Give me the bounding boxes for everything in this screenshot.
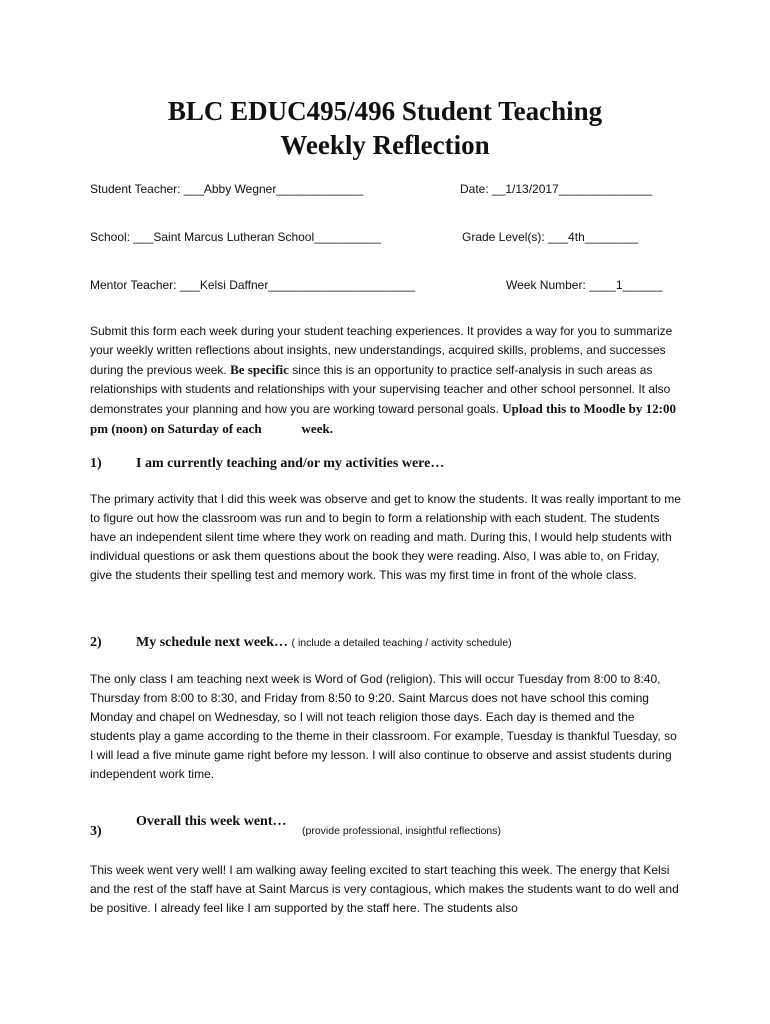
student-teacher-field: Student Teacher: ___Abby Wegner_____________ <box>90 182 364 196</box>
instructions-text-1: Submit this form each week during your student teaching experiences. It provides a way for you to summarize your weekly written reflections about insights, new understandings, acquired skills, problems, and successes during the previous week. <box>90 324 673 377</box>
date-field: Date: __1/13/2017______________ <box>460 182 653 196</box>
question-3-prompt: Overall this week went… <box>136 814 287 829</box>
document-title-line-1: BLC EDUC495/496 Student Teaching <box>167 96 603 126</box>
question-1-number: 1) <box>90 456 102 471</box>
mentor-teacher-field: Mentor Teacher: ___Kelsi Daffner______________________ <box>90 278 416 292</box>
question-1-prompt: I am currently teaching and/or my activities were… <box>136 456 445 471</box>
instructions-upload-deadline-end: week. <box>301 421 333 436</box>
question-3-answer: This week went very well! I am walking away feeling excited to start teaching this week. The energy that Kelsi and the rest of the staff have at Saint Marcus is very contagious, which makes the students want to do well and be positive. I already feel like I am supported by the staff here. The students also <box>90 863 679 915</box>
question-2-answer: The only class I am teaching next week is Word of God (religion). This will occur Tuesday from 8:00 to 8:40, Thursday from 8:00 to 8:30, and Friday from 8:50 to 9:20. Saint Marcus does not have school this coming Monday and chapel on Wednesday, so I will not teach religion those days. Each day is themed and the students play a game according to the theme in their classroom. For example, Tuesday is thankful Tuesday, so I will lead a five minute game right before my lesson. I will also continue to observe and assist students during independent work time. <box>90 672 677 781</box>
question-2-number: 2) <box>90 635 102 650</box>
question-3-note: (provide professional, insightful reflections) <box>302 825 502 837</box>
question-3-number: 3) <box>90 824 102 839</box>
question-2-prompt: My schedule next week… <box>136 635 289 650</box>
grade-levels-field: Grade Level(s): ___4th________ <box>462 230 639 244</box>
document-title-line-2: Weekly Reflection <box>280 130 490 160</box>
instructions-paragraph <box>90 322 690 439</box>
instructions-upload-deadline: Upload this to Moodle by 12:00 pm (noon) on Saturday of each <box>90 401 676 436</box>
instructions-text-2: since this is an opportunity to practice self-analysis in such areas as relationships with students and relationships with your supervising teacher and other school personnel. It also demonstrates your planning and how you are working toward personal goals. <box>90 363 671 416</box>
instructions-emphasis-be-specific: Be specific <box>230 362 289 377</box>
question-2-heading <box>136 634 512 652</box>
question-1-answer: The primary activity that I did this week was observe and get to know the students. It was really important to me to figure out how the classroom was run and to begin to form a relationship with each student. The students have an independent silent time where they work on reading and math. During this, I would help students with individual questions or ask them questions about the book they were reading. Also, I was able to, on Friday, give the students their spelling test and memory work. This was my first time in front of the whole class. <box>90 492 681 582</box>
question-2-note: ( include a detailed teaching / activity schedule) <box>291 637 512 649</box>
week-number-field: Week Number: ____1______ <box>506 278 663 292</box>
school-field: School: ___Saint Marcus Lutheran School__________ <box>90 230 381 244</box>
